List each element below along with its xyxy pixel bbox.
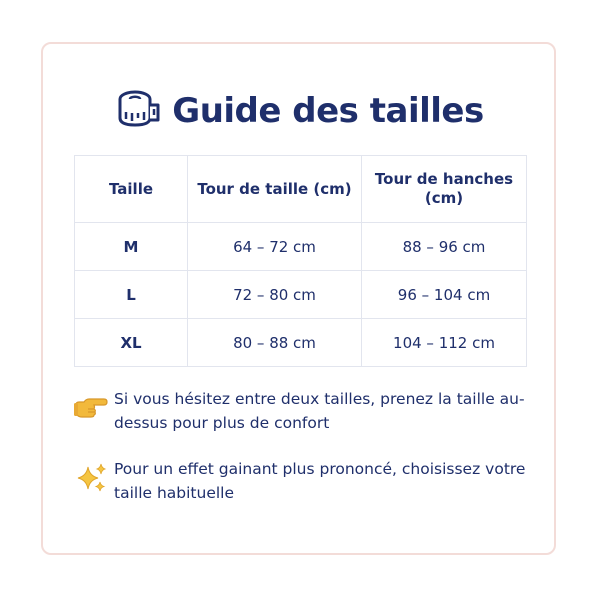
size-cell: XL [75,319,188,367]
hips-cell: 104 – 112 cm [362,319,527,367]
measuring-tape-icon [116,88,162,134]
size-cell: M [75,223,188,271]
waist-cell: 64 – 72 cm [188,223,362,271]
hips-cell: 96 – 104 cm [362,271,527,319]
waist-cell: 72 – 80 cm [188,271,362,319]
tip-text: Pour un effet gainant plus prononcé, choisissez votre taille habituelle [114,460,526,502]
tip-size-up [74,387,544,435]
page-title: Guide des tailles [172,91,484,131]
column-header-waist: Tour de taille (cm) [188,156,362,223]
title-row [0,88,600,134]
sparkles-icon [74,463,108,493]
tip-firm-effect [74,457,544,505]
waist-cell: 80 – 88 cm [188,319,362,367]
column-header-hips: Tour de hanches (cm) [362,156,527,223]
table-row [75,319,527,367]
hips-cell: 88 – 96 cm [362,223,527,271]
table-row [75,271,527,319]
size-cell: L [75,271,188,319]
size-table [74,155,527,367]
pointing-hand-icon [74,393,108,423]
table-row [75,223,527,271]
column-header-size: Taille [75,156,188,223]
table-header-row [75,156,527,223]
tip-text: Si vous hésitez entre deux tailles, prenez la taille au-dessus pour plus de confort [114,390,525,432]
